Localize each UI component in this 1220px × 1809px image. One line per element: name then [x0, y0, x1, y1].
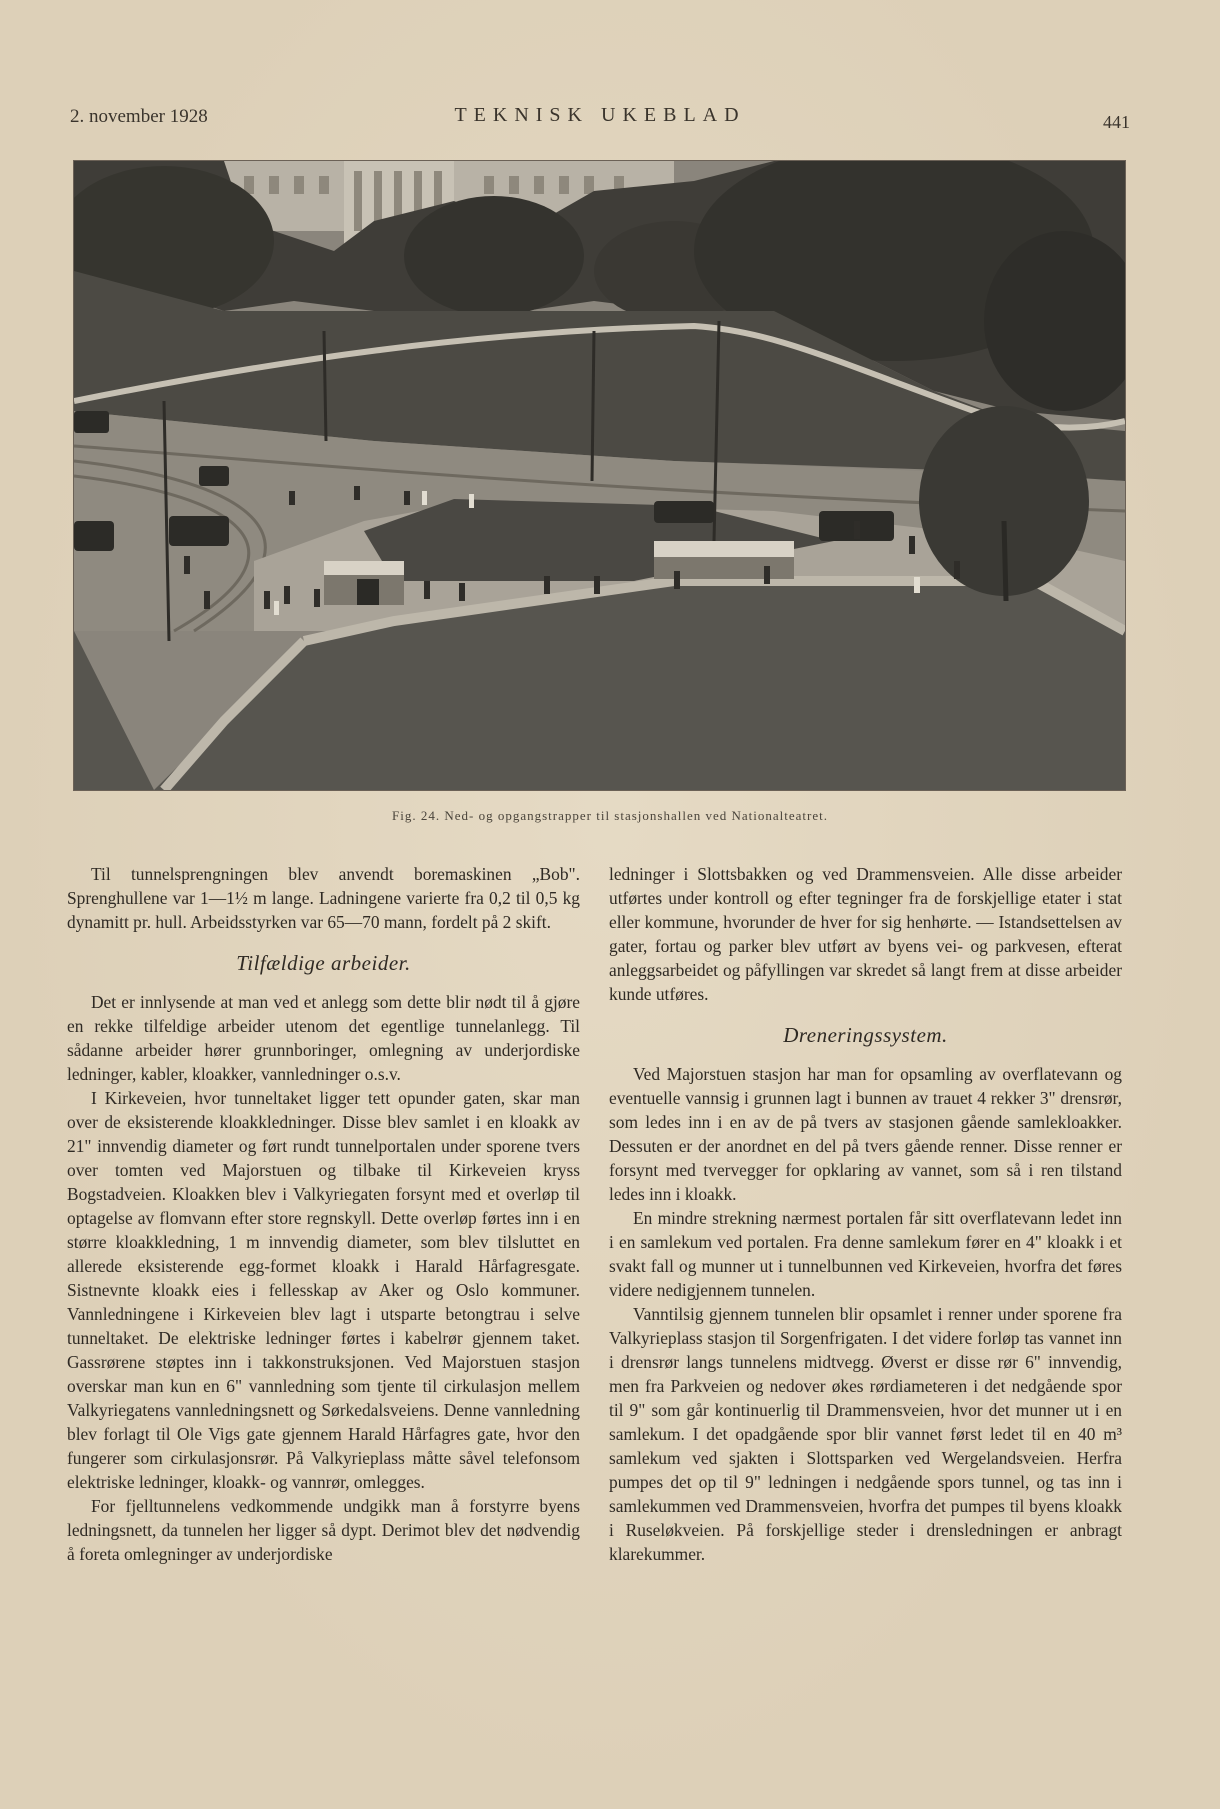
figure-photograph	[73, 160, 1126, 791]
page-number: 441	[1103, 112, 1130, 132]
paragraph: Til tunnelsprengningen blev anvendt boremaskinen „Bob". Sprenghullene var 1—1½ m lange. Ladningene varierte fra 0,2 til 0,5 kg dynamitt pr. hull. Arbeidsstyrken var 65—70 mann, fordelt på 2 skift.	[67, 864, 580, 932]
car	[199, 466, 229, 486]
journal-title: TEKNISK UKEBLAD	[454, 104, 746, 126]
paragraph: Det er innlysende at man ved et anlegg som dette blir nødt til å gjøre en rekke tilfeldige arbeider utenom det egentlige tunnelanlegg. Til sådanne arbeider hører grunnboringer, omlegning av underjordiske ledninger, kabler, kloakker, vannledninger o.s.v.	[67, 992, 580, 1084]
left-column	[67, 862, 580, 1566]
car	[169, 516, 229, 546]
paragraph: En mindre strekning nærmest portalen får sitt overflatevann ledet inn i en samlekum ved portalen. Fra denne samlekum fører en 4" kloakk i et svakt fall og munner ut i tunnelbunnen ved Kirkeveien, hvorfra det føres videre nedigjennem tunnelen.	[609, 1208, 1122, 1300]
car	[654, 501, 714, 523]
paragraph: Vanntilsig gjennem tunnelen blir opsamlet i renner under sporene fra Valkyrieplass stasjon til Sorgenfrigaten. I det videre forløp tas vannet inn i drensrør langs tunnelens midtvegg. Øverst er disse rør 6" innvendig, men fra Parkveien og nedover økes rørdiameteren i det nedgående spor til 9" som går kontinuerlig til Drammensveien, hvor det munner ut i en samlekum. I det opadgående spor blir vannet først ledet til en 40 m³ samlekum ved sjakten i Slottsparken ved Wergelandsveien. Herfra pumpes det op til 9" ledningen i nedgående spors tunnel, og tas inn i samlekummen ved Drammensveien, hvorfra det pumpes til byens kloakk i Ruseløkveien. På forskjellige steder i drensledningen er anbragt klarekummer.	[609, 1304, 1122, 1564]
stair-balustrade-left	[324, 561, 404, 575]
car	[74, 521, 114, 551]
car	[74, 411, 109, 433]
stair-balustrade-right	[654, 541, 794, 557]
paragraph: ledninger i Slottsbakken og ved Drammensveien. Alle disse arbeider utførtes under kontroll og efter tegninger fra de forskjellige etater i stat eller kommune, hvorunder de hver for sig henhørte. — Istandsettelsen av gater, fortau og parker blev utført av byens vei- og parkvesen, efterat anleggsarbeidet og påfyllingen var skredet så langt frem at disse arbeider kunde utføres.	[609, 864, 1122, 1004]
running-header	[70, 104, 1130, 134]
section-heading: Tilfældige arbeider.	[236, 951, 411, 975]
right-column	[609, 862, 1122, 1566]
paragraph: I Kirkeveien, hvor tunneltaket ligger tett opunder gaten, skar man over de eksisterende kloakkledninger. Disse blev samlet i en kloakk av 21" innvendig diameter og ført rundt tunnelportalen under sporene tvers over tomten ved Majorstuen og tilbake til Kirkeveien kryss Bogstadveien. Kloakken blev i Valkyriegaten forsynt med et overløp til optagelse av flomvann efter store regnskyll. Dette overløp førtes inn i en større kloakkledning, 1 m innvendig diameter, som blev tilsluttet en allerede eksisterende egg-formet kloakk i Harald Hårfagresgate. Sistnevnte kloakk eies i fellesskap av Aker og Oslo kommuner. Vannledningene i Kirkeveien blev lagt i utsparte betongtrau i selve tunneltaket. De elektriske ledninger førtes i kabelrør gjennem taket. Gassrørene støptes inn i takkonstruksjonen. Ved Majorstuen stasjon overskar man kun en 6" vannledning som tjente til cirkulasjon mellem Valkyriegatens vannledningsnett og Sørkedalsveiens. Denne vannledning blev forlagt til Ole Vigs gate gjennem Harald Hårfagres gate, hvor den fungerer som cirkulasjonsrør. På Valkyrieplass måtte såvel telefonsom elektriske ledninger, kloakk- og vannrør, omlegges.	[67, 1088, 580, 1492]
paragraph: Ved Majorstuen stasjon har man for opsamling av overflatevann og eventuelle vannsig i grunnen lagt i bunnen av trauet 4 rekker 3" drensrør, som ledes inn i en av de på tvers av stasjonen gående samlekloakker. Dessuten er der anordnet en del på tvers gående renner. Disse renner er forsynt med tvervegger for opklaring av vannet, som så i ren tilstand ledes inn i kloakk.	[609, 1064, 1122, 1204]
section-heading: Dreneringssystem.	[783, 1023, 948, 1047]
issue-date: 2. november 1928	[70, 106, 208, 127]
figure-caption: Fig. 24. Ned- og opgangstrapper til stasjonshallen ved Nationalteatret.	[392, 808, 828, 823]
paragraph: For fjelltunnelens vedkommende undgikk man å forstyrre byens ledningsnett, da tunnelen her ligger så dypt. Derimot blev det nødvendig å foreta omlegninger av underjordiske	[67, 1496, 580, 1564]
